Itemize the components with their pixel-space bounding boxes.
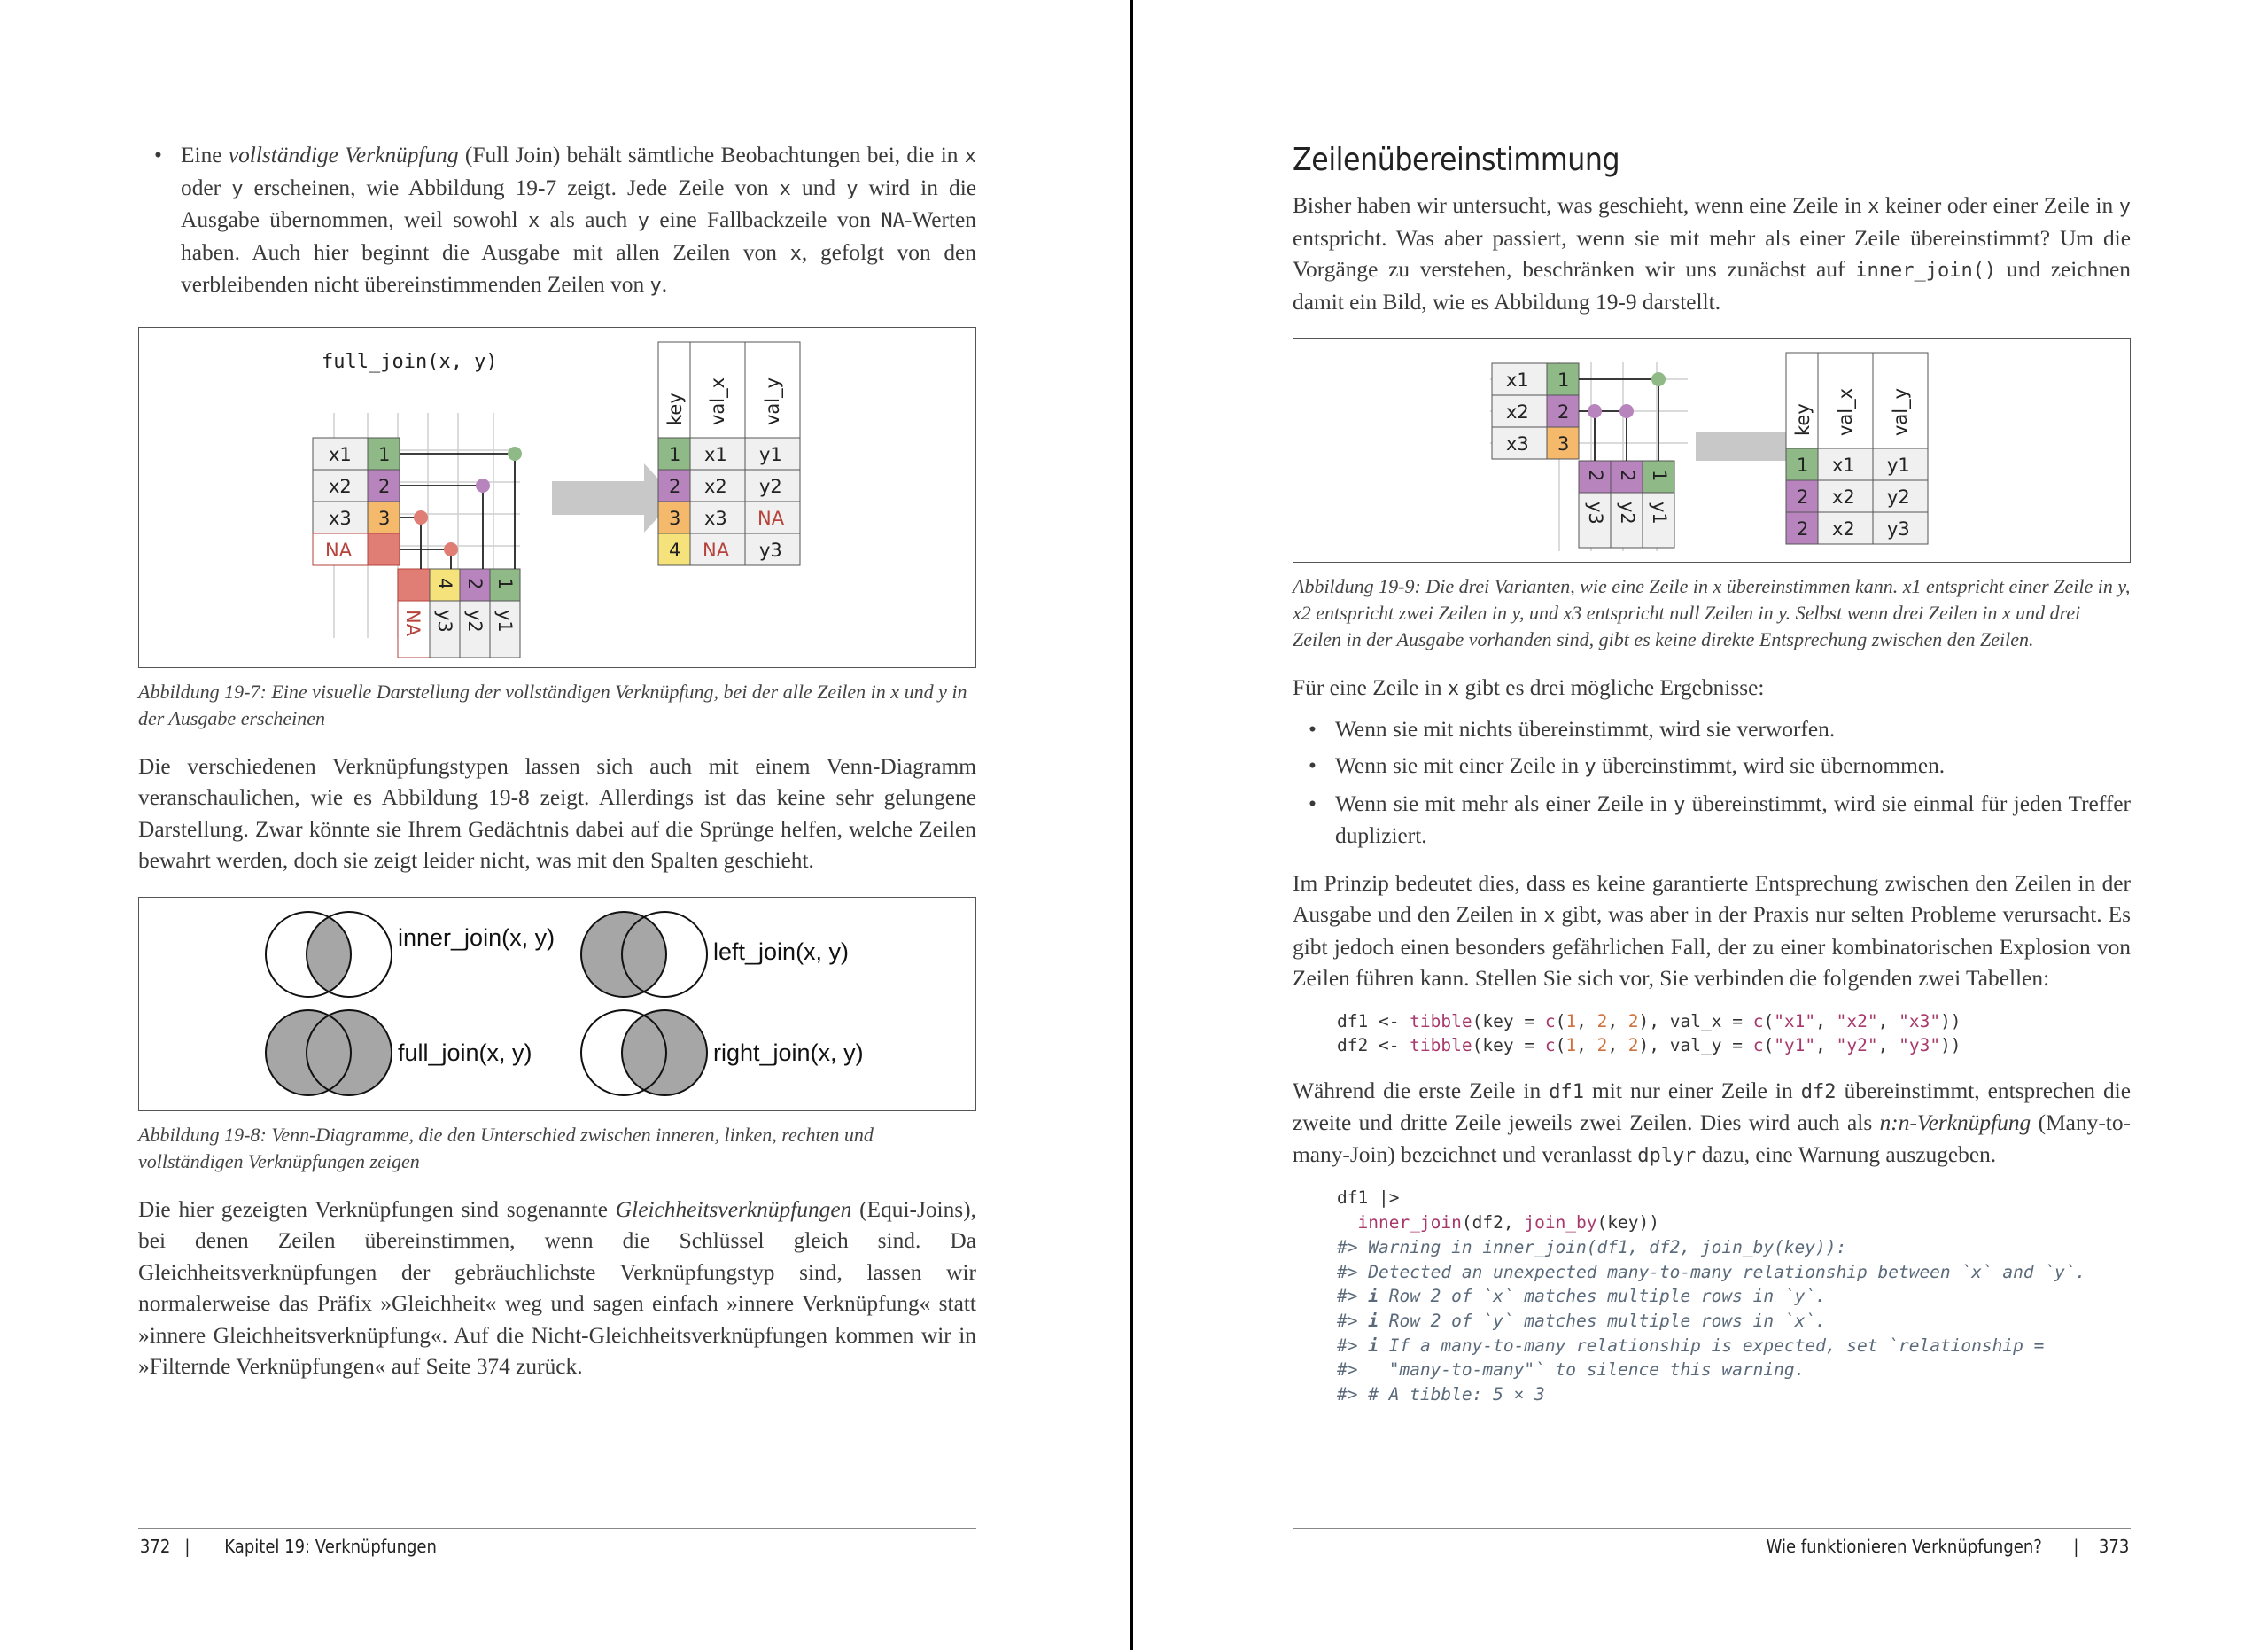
out-r1-key: 1 [669,443,681,465]
figure-19-7 [138,327,976,668]
right-page-content [1293,142,2131,1425]
page-number-left: 372 [139,1536,171,1557]
f9-out-header-valx: val_x [1835,387,1856,436]
page-number-right: 373 [2098,1536,2130,1557]
figure-19-8-caption: Abbildung 19-8: Venn-Diagramme, die den Unterschied zwischen inneren, linken, rechten und vollständigen Verknüpfungen zeigen [138,1123,874,1172]
out-r2-key: 2 [669,475,681,497]
f9-x-val-3: 3 [1557,433,1570,455]
out-r4-key: 4 [669,539,681,561]
left-footer [138,1528,976,1563]
f9-match-dot-2 [1588,404,1602,418]
outcome-item-2: • Wenn sie mit einer Zeile in y übereinstimmt, wird sie übernommen. [1335,751,2131,783]
y-val-y3: y3 [434,609,455,633]
x-key-2: x2 [329,475,352,497]
outcomes-paragraph: Für eine Zeile in x gibt es drei mögliche Ergebnisse: [1293,675,1765,700]
f9-out-r3-key: 2 [1797,518,1809,540]
running-title: Wie funktionieren Verknüpfungen? [1766,1536,2042,1557]
match-dot-2 [476,479,490,493]
out-r3-key: 3 [669,507,681,529]
f9-y-val-y3: y3 [1585,502,1606,525]
full-join-bullet-list [138,140,976,302]
inner-join-diagram [1293,339,2129,561]
footer-separator-right: | [2073,1536,2079,1557]
out-r3-valx: x3 [704,507,727,529]
out-r4-valx: NA [703,539,730,561]
venn-left-join [581,912,849,997]
many-to-many-paragraph: Während die erste Zeile in df1 mit nur einer Zeile in df2 übereinstimmt, entsprechen die zweite und dritte Zeile jeweils zwei Zeilen. Dies wird auch als n:n-Verknüpfung (Many-to-many-Join) bezeichnet und veranlasst dplyr dazu, eine Warnung auszugeben. [1293,1078,2132,1167]
venn-label-right: right_join(x, y) [713,1039,864,1066]
f9-x-key-1: x1 [1506,370,1529,391]
out-r2-valx: x2 [704,475,727,497]
out-r2-valy: y2 [759,475,782,497]
f9-match-dot-3 [1619,404,1634,418]
y-val-y1: y1 [494,609,516,633]
x-key-3: x3 [329,507,352,529]
venn-label-left: left_join(x, y) [713,938,850,965]
y-key-2: 2 [464,577,485,589]
inner-join-code-block: df1 |> inner_join(df2, join_by(key)) #> Warning in inner_join(df1, df2, join_by(key)): #> Detected an unexpected many-to-many relationship between `x` and `y`. #> i Row 2 of `x` matches multiple rows in `y`. #> i Row 2 of `y` matches multiple rows in `x`. #> i If a many-to-many relationship is expected, set `relationship = #> "many-to-many"` to silence this warning. #> # A tibble: 5 × 3 [1337,1187,2086,1405]
venn-right-join [581,1010,864,1095]
outcomes-list [1293,714,2131,852]
x-val-2: 2 [378,475,391,497]
left-page-content [138,140,976,1403]
figure-19-7-caption: Abbildung 19-7: Eine visuelle Darstellung der vollständigen Verknüpfung, bei der alle Zeilen in x und y in der Ausgabe erscheinen [138,680,967,729]
x-key-na: NA [325,539,353,561]
x-val-1: 1 [378,443,391,465]
outcome-item-3: • Wenn sie mit mehr als einer Zeile in y übereinstimmt, wird sie einmal für jeden Treffer dupliziert. [1335,789,2131,852]
match-dot-1 [508,447,522,461]
f9-match-dot-1 [1651,372,1666,386]
left-page [0,0,1133,1650]
f9-y-val-y2: y2 [1617,502,1638,525]
venn-full-join [266,1010,532,1095]
outcome-item-1: • Wenn sie mit nichts übereinstimmt, wird sie verworfen. [1335,714,2131,746]
y-val-y2: y2 [464,609,485,633]
venn-diagrams [139,898,975,1109]
out-r1-valx: x1 [704,443,727,465]
right-arrow-icon [552,463,676,533]
out-r4-valy: y3 [759,539,782,561]
match-dot-4 [444,542,458,556]
chapter-title: Kapitel 19: Verknüpfungen [224,1536,437,1557]
match-dot-3 [414,510,428,525]
f9-out-r1-key: 1 [1797,455,1809,476]
f9-out-r2-valy: y2 [1887,486,1910,508]
venn-label-full: full_join(x, y) [398,1039,532,1066]
x-val-3: 3 [378,507,391,529]
section-heading: Zeilenübereinstimmung [1293,142,1620,178]
f9-out-header-valy: val_y [1890,387,1911,436]
equi-join-paragraph: Die hier gezeigten Verknüpfungen sind sogenannte Gleichheitsverknüpfungen (Equi-Joins), bei denen Zeilen übereinstimmen, wenn die Schlüssel gleich sind. Da Gleichheitsverknüpfungen der gebräuchlichste Verknüpfungstyp sind, lassen wir normalerweise das Präfix »Gleichheit« weg und sagen einfach »innere Verknüpfung« statt »innere Gleichheitsverknüpfung«. Auf die Nicht-Gleichheitsverknüpfungen kommen wir in »Filternde Verknüpfungen« auf Seite 374 zurück. [138,1196,976,1379]
f9-out-r3-valx: x2 [1832,518,1855,540]
explosion-paragraph: Im Prinzip bedeutet dies, dass es keine garantierte Entsprechung zwischen den Zeilen in der Ausgabe und den Zeilen in x gibt, was aber in der Praxis nur selten Probleme verursacht. Es gibt jedoch einen besonders gefährlichen Fall, der zu einer kombinatorischen Explosion von Zeilen führen kann. Stellen Sie sich vor, Sie verbinden die folgenden zwei Tabellen: [1293,870,2131,991]
right-page [1133,0,2268,1650]
out-header-valx: val_x [707,377,728,425]
out-header-key: key [664,392,686,425]
f9-y-key-2a: 2 [1585,470,1606,482]
f9-out-r3-valy: y3 [1887,518,1910,540]
x-key-1: x1 [329,443,352,465]
out-r3-valy: NA [757,507,785,529]
full-join-bullet: • Eine vollständige Verknüpfung (Full Join) behält sämtliche Beobachtungen bei, die in x oder y erscheinen, wie Abbildung 19-7 zeigt. Jede Zeile von x und y wird in die Ausgabe übernommen, weil sowohl x als auch y eine Fallbackzeile von NA-Werten haben. Auch hier beginnt die Ausgabe mit allen Zeilen von x, gefolgt von den verbleibenden nicht übereinstimmenden Zeilen von y. [181,140,976,302]
out-header-valy: val_y [762,377,783,425]
right-footer [1293,1528,2131,1563]
f9-out-header-key: key [1792,403,1814,436]
f9-y-val-y1: y1 [1649,502,1670,525]
footer-separator: | [184,1536,190,1557]
y-key-1: 1 [494,577,516,589]
y-val-na: NA [402,609,423,636]
f9-out-r2-key: 2 [1797,486,1809,508]
f9-y-key-1: 1 [1649,470,1670,482]
full-join-title: full_join(x, y) [322,350,498,373]
f9-x-key-2: x2 [1506,401,1529,423]
f9-x-key-3: x3 [1506,433,1529,455]
y-key-4: 4 [434,577,455,589]
figure-19-8 [138,897,976,1111]
figure-19-9 [1293,338,2131,563]
f9-y-key-2b: 2 [1617,470,1638,482]
intro-paragraph: Bisher haben wir untersucht, was geschieht, wenn eine Zeile in x keiner oder einer Zeile in y entspricht. Was aber passiert, wenn sie mit mehr als einer Zeile übereinstimmt? Um die Vorgänge zu verstehen, beschränken wir uns zunächst auf inner_join() und zeichnen damit ein Bild, wie es Abbildung 19-9 darstellt. [1293,193,2132,315]
venn-label-inner: inner_join(x, y) [398,923,555,951]
f9-out-r2-valx: x2 [1832,486,1855,508]
f9-x-val-2: 2 [1557,401,1570,423]
f9-x-val-1: 1 [1557,370,1570,391]
f9-out-r1-valy: y1 [1887,455,1910,476]
tibble-code-block: df1 <- tibble(key = c(1, 2, 2), val_x = c("x1", "x2", "x3")) df2 <- tibble(key = c(1, 2, 2), val_y = c("y1", "y2", "y3")) [1337,1010,1961,1056]
full-join-diagram [139,328,975,666]
out-r1-valy: y1 [759,443,782,465]
venn-paragraph: Die verschiedenen Verknüpfungstypen lassen sich auch mit einem Venn-Diagramm veranschaulichen, wie es Abbildung 19-8 zeigt. Allerdings ist das keine sehr gelungene Darstellung. Zwar könnte sie Ihrem Gedächtnis dabei auf die Sprünge helfen, welche Zeilen bewahrt werden, doch sie zeigt leider nicht, was mit den Spalten geschieht. [138,753,976,873]
f9-out-r1-valx: x1 [1832,455,1855,476]
figure-19-9-caption: Abbildung 19-9: Die drei Varianten, wie eine Zeile in x übereinstimmen kann. x1 entspricht einer Zeile in y, x2 entspricht zwei Zeilen in y, und x3 entspricht null Zeilen in y. Selbst wenn drei Zeilen in x und drei Zeilen in der Ausgabe vorhanden sind, gibt es keine direkte Entsprechung zwischen den Zeilen. [1293,575,2131,650]
venn-inner-join [266,912,555,997]
